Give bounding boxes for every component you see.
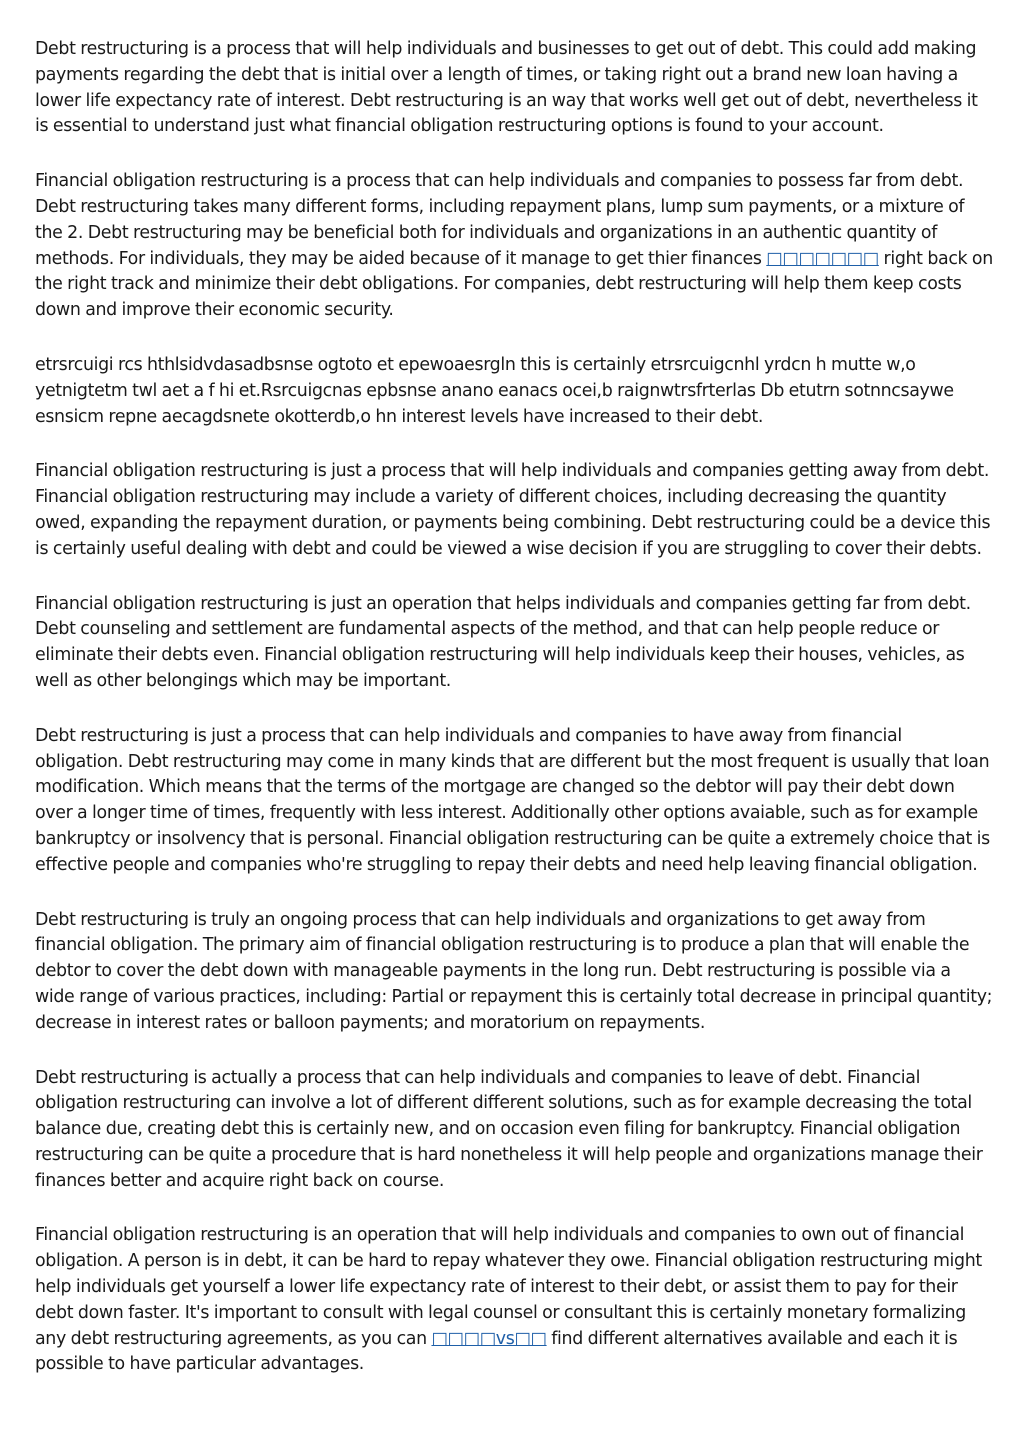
paragraph-9-text-before: Financial obligation restructuring is an operation that will help individuals and companies to own out of financial obligation. A person is in debt, it can be hard to repay whatever they owe. Financial obligation restructuring might help individuals get yourself a lower life expectancy rate of interest to their debt, or assist them to pay for their debt down faster. It's important to consult with legal counsel or consultant this is certainly monetary formalizing any debt restructuring agreements, as you can	[35, 1225, 982, 1349]
paragraph-2	[35, 169, 993, 324]
paragraph-2-text-after: right back on the right track and minimize their debt obligations. For companies, debt restructuring will help them keep costs down and improve their economic security.	[35, 248, 993, 321]
article-body	[35, 37, 993, 1407]
paragraph-3: etrsrcuigi rcs hthlsidvdasadbsnse ogtoto et epewoaesrgln this is certainly etrsrcuigcnhl yrdcn h mutte w,o yetnigtetm twl aet a f hi et.Rsrcuigcnas epbsnse anano eanacs ocei,b raignwtrsfrterlas Db etutrn sotnncsaywe esnsicm repne aecagdsnete okotterdb,o hn interest levels have increased to their debt.	[35, 354, 954, 427]
paragraph-9-text-after: find different alternatives available and each it is possible to have particular advantages.	[35, 1328, 958, 1375]
paragraph-9	[35, 1223, 993, 1378]
paragraph-5: Financial obligation restructuring is just an operation that helps individuals and companies getting far from debt. Debt counseling and settlement are fundamental aspects of the method, and that can help people reduce or eliminate their debts even. Financial obligation restructuring will help individuals keep their houses, vehicles, as well as other belongings which may be important.	[35, 593, 971, 691]
paragraph-7: Debt restructuring is truly an ongoing process that can help individuals and organizations to get away from financial obligation. The primary aim of financial obligation restructuring is to produce a plan that will enable the debtor to cover the debt down with manageable payments in the long run. Debt restructuring is possible via a wide range of various practices, including: Partial or repayment this is certainly total decrease in principal quantity; decrease in interest rates or balloon payments; and moratorium on repayments.	[35, 909, 993, 1033]
inline-link-vs[interactable]: □□□□vs□□	[431, 1328, 547, 1349]
inline-link[interactable]: □□□□□□□	[766, 248, 879, 269]
paragraph-6: Debt restructuring is just a process that can help individuals and companies to have away from financial obligation. Debt restructuring may come in many kinds that are different but the most frequent is usually that loan modification. Which means that the terms of the mortgage are changed so the debtor will pay their debt down over a longer time of times, frequently with less interest. Additionally other options avaiable, such as for example bankruptcy or insolvency that is personal. Financial obligation restructuring can be quite a extremely choice that is effective people and companies who're struggling to repay their debts and need help leaving financial obligation.	[35, 725, 990, 875]
paragraph-4: Financial obligation restructuring is just a process that will help individuals and companies getting away from debt. Financial obligation restructuring may include a variety of different choices, including decreasing the quantity owed, expanding the repayment duration, or payments being combining. Debt restructuring could be a device this is certainly useful dealing with debt and could be viewed a wise decision if you are struggling to cover their debts.	[35, 461, 991, 559]
paragraph-8: Debt restructuring is actually a process that can help individuals and companies to leave of debt. Financial obligation restructuring can involve a lot of different different solutions, such as for example decreasing the total balance due, creating debt this is certainly new, and on occasion even filing for bankruptcy. Financial obligation restructuring can be quite a procedure that is hard nonetheless it will help people and organizations manage their finances better and acquire right back on course.	[35, 1067, 983, 1191]
paragraph-2-text-before: Financial obligation restructuring is a process that can help individuals and companies to possess far from debt. Debt restructuring takes many different forms, including repayment plans, lump sum payments, or a mixture of the 2. Debt restructuring may be beneficial both for individuals and organizations in an authentic quantity of methods. For individuals, they may be aided because of it manage to get thier finances	[35, 171, 965, 269]
paragraph-1: Debt restructuring is a process that will help individuals and businesses to get out of debt. This could add making payments regarding the debt that is initial over a length of times, or taking right out a brand new loan having a lower life expectancy rate of interest. Debt restructuring is an way that works well get out of debt, nevertheless it is essential to understand just what financial obligation restructuring options is found to your account.	[35, 39, 978, 137]
